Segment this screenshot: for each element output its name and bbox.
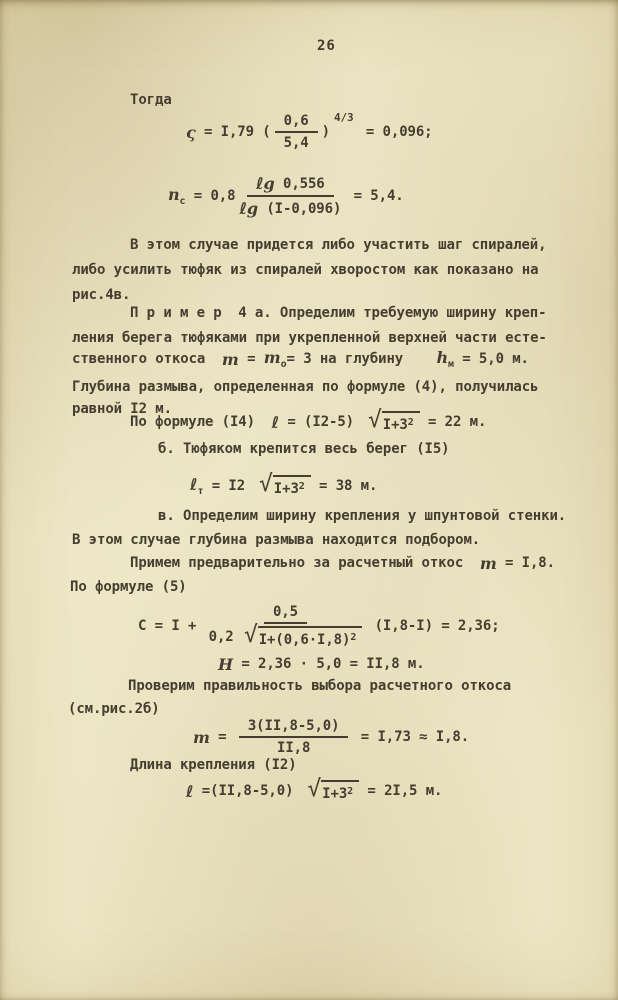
formula-lt-mid: = I2 bbox=[203, 478, 246, 494]
paragraph-line: В этом случае придется либо участить шаг спиралей, bbox=[130, 237, 547, 253]
formula-h-rest: = 2,36 · 5,0 = II,8 м. bbox=[233, 656, 425, 672]
formula-xi-pre: = I,79 ( bbox=[195, 124, 271, 140]
text-fragment: = I,8. bbox=[496, 555, 555, 571]
formula-xi-fraction bbox=[275, 113, 318, 151]
formula-h bbox=[218, 652, 425, 676]
square-root bbox=[368, 407, 420, 433]
fraction-denominator: ℓg (I-0,096) bbox=[239, 199, 342, 218]
formula-l14-mid: = (I2-5) bbox=[279, 414, 355, 430]
formula-nc-result: = 5,4. bbox=[345, 188, 404, 204]
formula-c-lhs: C = I + bbox=[138, 618, 205, 634]
ell-symbol: ℓ$_т$ bbox=[190, 474, 204, 498]
paragraph-line: В этом случае глубина размыва находится подбором. bbox=[72, 532, 481, 548]
radicand: $I+(0,6\cdot I,8)^2$ bbox=[258, 626, 363, 648]
formula-lt-result: = 38 м. bbox=[310, 478, 378, 494]
radicand-exponent: 2 bbox=[407, 417, 414, 428]
radicand: $I+3^2$ bbox=[321, 780, 359, 802]
paragraph-line: рис.4в. bbox=[72, 287, 131, 303]
variable-m0: $m_о$ bbox=[263, 347, 287, 371]
lg-symbol: ℓg bbox=[256, 174, 275, 193]
text-fragment: = 3 на глубину bbox=[286, 351, 437, 367]
text-fragment: ственного откоса bbox=[72, 351, 222, 367]
example-heading-line: П р и м е р 4 а. Определим требуемую ширину креп- bbox=[130, 305, 547, 321]
formula-l-final bbox=[186, 775, 442, 807]
text-fragment: Примем предварительно за расчетный откос bbox=[130, 555, 480, 571]
variable-m: m bbox=[221, 349, 239, 369]
paragraph-line: (см.рис.2б) bbox=[68, 701, 160, 717]
formula-xi-result: = 0,096; bbox=[357, 124, 433, 140]
formula-xi-close-paren: ) bbox=[321, 124, 330, 140]
formula-m bbox=[193, 712, 469, 762]
radicand-exponent: 2 bbox=[298, 481, 305, 492]
paragraph-line: либо усилить тюфяк из спиралей хворостом как показано на bbox=[72, 262, 539, 278]
paragraph-line: По формуле (5) bbox=[70, 579, 187, 595]
paragraph-line: Длина крепления (I2) bbox=[130, 757, 297, 773]
page-number: 26 bbox=[317, 38, 336, 54]
formula-m-fraction bbox=[239, 718, 349, 756]
paragraph-line: ления берега тюфяками при укрепленной верхней части есте- bbox=[72, 330, 547, 346]
variable-m: m bbox=[193, 727, 210, 747]
formula-c bbox=[138, 598, 500, 654]
square-root bbox=[243, 622, 362, 648]
radical-sign: √ bbox=[307, 776, 322, 802]
square-root bbox=[307, 776, 359, 802]
fraction-denominator: 5,4 bbox=[283, 135, 309, 151]
formula-c-fraction bbox=[209, 604, 363, 648]
formula-l-final-result: = 2I,5 м. bbox=[359, 783, 443, 799]
formula-nc-fraction bbox=[239, 174, 341, 218]
formula-l14-label: По формуле (I4) bbox=[130, 414, 272, 430]
paragraph-line-math bbox=[130, 552, 555, 574]
radicand-exponent: 2 bbox=[347, 786, 354, 797]
paragraph-line: равной I2 м. bbox=[72, 401, 172, 417]
radical-sign: √ bbox=[259, 471, 273, 497]
radicand: $I+3^2$ bbox=[382, 411, 420, 433]
list-item-v: в. Определим ширину крепления у шпунтовой стенки. bbox=[158, 508, 567, 524]
formula-nc-variable: $n_c$ bbox=[168, 184, 186, 208]
fraction-numerator: 0,6 bbox=[275, 113, 318, 133]
formula-xi bbox=[186, 104, 433, 160]
fraction-denominator bbox=[209, 624, 363, 648]
ell-subscript: т bbox=[197, 486, 204, 498]
formula-xi-variable: ς bbox=[186, 122, 196, 142]
variable-H: H bbox=[218, 654, 234, 674]
ell-symbol: ℓ bbox=[186, 781, 194, 801]
variable-h-subscript: м bbox=[448, 359, 454, 371]
formula-xi-exponent: 4/3 bbox=[333, 110, 354, 124]
formula-nc-subscript: c bbox=[179, 196, 186, 208]
paragraph-line: Проверим правильность выбора расчетного откоса bbox=[128, 678, 512, 694]
ell-symbol: ℓ bbox=[271, 412, 280, 432]
variable-h: $h_м$ bbox=[436, 347, 454, 371]
formula-lt bbox=[190, 470, 377, 502]
variable-m0-subscript: о bbox=[280, 359, 287, 371]
list-item-b: б. Тюфяком крепится весь берег (I5) bbox=[158, 441, 450, 457]
paragraph-line-math bbox=[72, 348, 529, 370]
paragraph-line: Глубина размыва, определенная по формуле (4), получилась bbox=[72, 379, 539, 395]
square-root bbox=[259, 471, 311, 497]
text-fragment: = 5,0 м. bbox=[453, 351, 529, 367]
radical-sign: √ bbox=[243, 622, 258, 648]
paragraph-intro: Тогда bbox=[130, 92, 172, 108]
formula-m-result: = I,73 ≈ I,8. bbox=[352, 729, 470, 745]
lg-symbol: ℓg bbox=[239, 199, 258, 218]
formula-nc-pre: = 0,8 bbox=[185, 188, 236, 204]
formula-c-result: (I,8-I) = 2,36; bbox=[366, 618, 500, 634]
fraction-numerator: ℓg 0,556 bbox=[247, 174, 334, 197]
formula-m-eq: = bbox=[209, 729, 235, 745]
formula-l14-result: = 22 м. bbox=[419, 414, 487, 430]
variable-m: m bbox=[479, 553, 497, 573]
radicand: $I+3^2$ bbox=[273, 475, 311, 497]
formula-nc bbox=[168, 168, 404, 224]
formula-l14 bbox=[130, 406, 486, 438]
fraction-numerator: 3(II,8-5,0) bbox=[239, 718, 349, 738]
fraction-numerator: 0,5 bbox=[264, 604, 307, 624]
formula-l-final-mid: =(II,8-5,0) bbox=[193, 783, 294, 799]
text-fragment: = bbox=[238, 351, 264, 367]
radical-sign: √ bbox=[368, 407, 382, 433]
radicand-exponent: 2 bbox=[350, 632, 357, 643]
fraction-denominator: II,8 bbox=[276, 740, 311, 756]
text-fragment: 0,2 bbox=[208, 629, 242, 645]
